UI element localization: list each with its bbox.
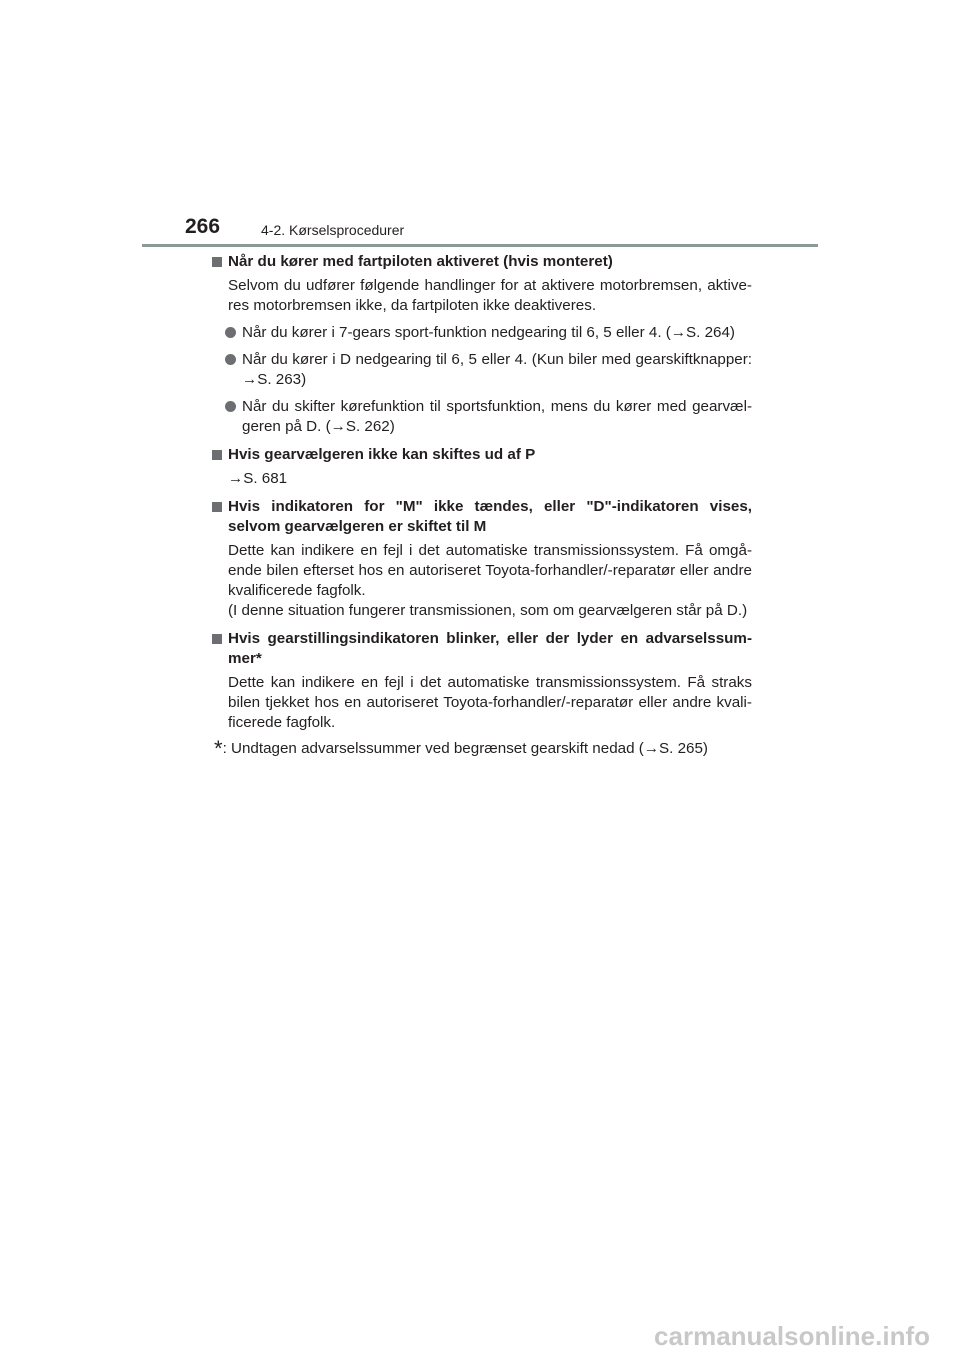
section-heading [212,252,752,272]
list-item-text: Når du kører i D nedgearing til 6, 5 eller 4. (Kun biler med gearskiftknapper: →S. 263) [242,351,752,388]
circle-bullet-icon [225,401,236,412]
page-header [185,215,818,247]
circle-bullet-icon [225,327,236,338]
section-selector-stuck-in-p [212,445,752,489]
section-heading-text: Hvis gearstillingsindikatoren blinker, eller der lyder en advarselssum-mer* [228,630,752,667]
section-heading [212,497,752,537]
section-body [212,541,752,621]
square-bullet-icon [212,502,222,512]
footnote-asterisk: * [214,736,223,761]
square-bullet-icon [212,634,222,644]
section-indicator-blinking [212,629,752,733]
section-heading [212,629,752,669]
section-body: Selvom du udfører følgende handlinger for at aktivere motorbremsen, aktive-res motorbremsen ikke, da fartpiloten ikke deaktiveres. [228,277,752,314]
list-item [212,323,752,343]
page-reference: →S. 681 [228,470,288,487]
header-divider [142,244,818,247]
circle-bullet-icon [225,354,236,365]
footnote-text: : Undtagen advarselssummer ved begrænset gearskift nedad (→S. 265) [222,740,708,757]
section-cruise-control [212,252,752,437]
page-number: 266 [185,215,221,238]
section-heading-text: Hvis gearvælgeren ikke kan skiftes ud af P [228,446,536,463]
list-item [212,397,752,437]
section-body: Dette kan indikere en fejl i det automatiske transmissionssystem. Få straks bilen tjekket hos en autoriseret Toyota-forhandler/-reparatør eller andre kvali-ficerede fagfolk. [228,674,752,731]
section-body-text: Dette kan indikere en fejl i det automatiske transmissionssystem. Få omgå-ende bilen efterset hos en autoriseret Toyota-forhandler/-reparatør eller andre kvalificerede fagfolk. [228,542,752,599]
footnote [212,736,752,761]
list-item-text: Når du skifter kørefunktion til sportsfunktion, mens du kører med gearvæl-geren på D. (→S. 262) [242,398,752,435]
list-item [212,350,752,390]
list-item-text: Når du kører i 7-gears sport-funktion nedgearing til 6, 5 eller 4. (→S. 264) [242,324,735,341]
watermark: carmanualsonline.info [654,1321,930,1351]
square-bullet-icon [212,257,222,267]
section-heading-text: Hvis indikatoren for "M" ikke tændes, eller "D"-indikatoren vises, selvom gearvælgeren er skiftet til M [228,498,752,535]
section-heading [212,445,752,465]
section-heading-text: Når du kører med fartpiloten aktiveret (hvis monteret) [228,253,613,270]
section-m-indicator [212,497,752,621]
section-body-note: (I denne situation fungerer transmissionen, som om gearvælgeren står på D.) [228,602,748,619]
square-bullet-icon [212,450,222,460]
page-content [212,252,752,759]
chapter-title: 4-2. Kørselsprocedurer [261,222,405,238]
